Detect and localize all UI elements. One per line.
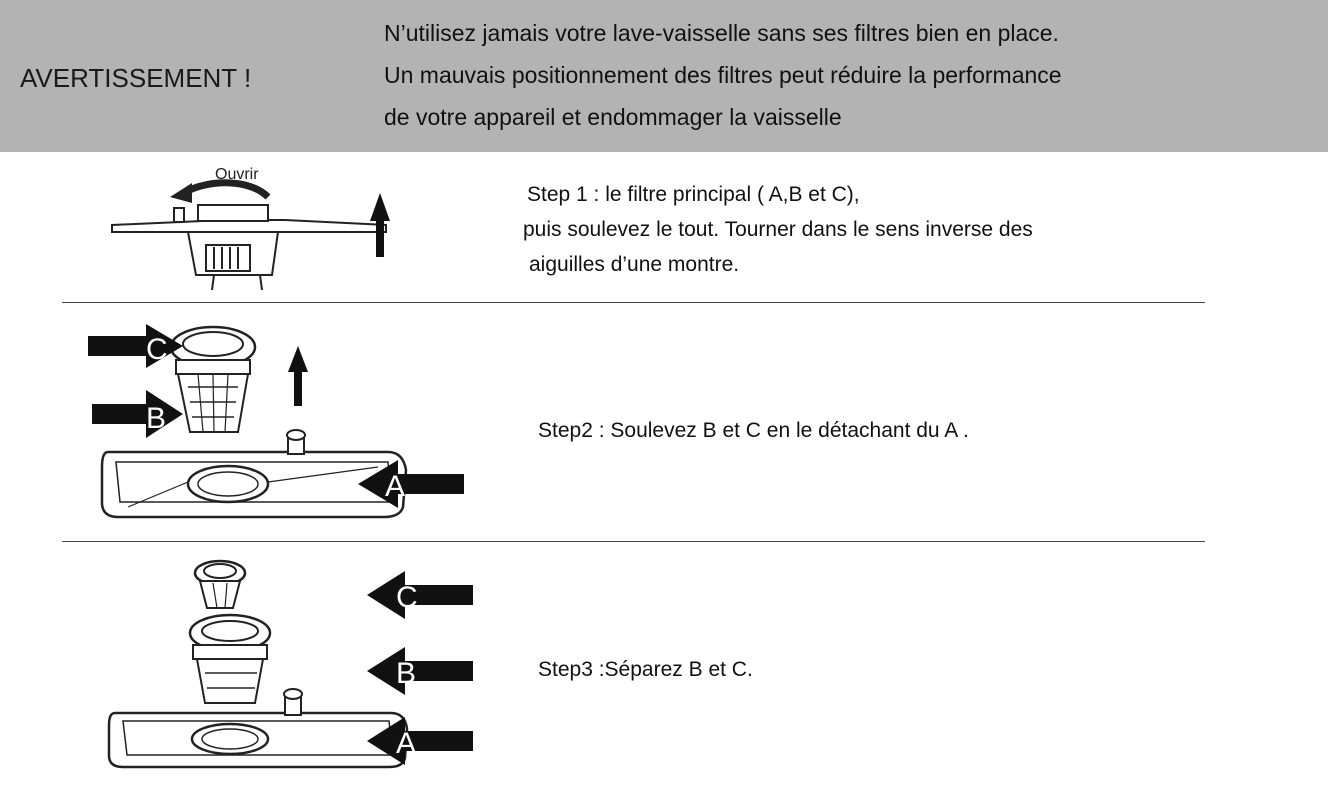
- arrow-c-icon: [367, 571, 473, 619]
- step1-illustration: [100, 165, 410, 300]
- step2-illustration: [88, 312, 478, 527]
- step1-line: aiguilles d’une montre.: [529, 253, 740, 276]
- warning-title: AVERTISSEMENT !: [20, 63, 252, 93]
- label-a: A: [385, 470, 406, 503]
- warning-text: [384, 12, 1062, 138]
- up-arrow-icon: [294, 368, 302, 406]
- arrow-b-icon: [367, 647, 473, 695]
- rotate-arrowhead-icon: [170, 183, 192, 203]
- step3-line: Step3 :Séparez B et C.: [538, 658, 753, 681]
- arrow-c-icon: [88, 324, 183, 368]
- step3-text: [538, 652, 753, 687]
- arrow-b-icon: [92, 390, 183, 438]
- warning-line: N’utilisez jamais votre lave-vaisselle sans ses filtres bien en place.: [384, 20, 1059, 46]
- step-divider: [62, 302, 1205, 303]
- step2-text: [538, 413, 969, 448]
- step-divider: [62, 541, 1205, 542]
- label-c: C: [146, 333, 168, 366]
- open-label: Ouvrir: [215, 166, 259, 183]
- step2-line: Step2 : Soulevez B et C en le détachant du A .: [538, 419, 969, 442]
- step1-line: Step 1 : le filtre principal ( A,B et C),: [527, 183, 860, 206]
- step1-text: [523, 177, 1033, 282]
- warning-line: Un mauvais positionnement des filtres peut réduire la performance: [384, 62, 1062, 88]
- warning-banner: [0, 0, 1328, 152]
- label-c: C: [396, 581, 418, 614]
- step1-line: puis soulevez le tout. Tourner dans le sens inverse des: [523, 218, 1033, 241]
- step3-illustration: [105, 553, 480, 773]
- warning-line: de votre appareil et endommager la vaisselle: [384, 104, 842, 130]
- label-a: A: [396, 727, 417, 760]
- label-b: B: [146, 402, 167, 435]
- rotate-arrow-icon: [185, 183, 268, 197]
- label-b: B: [396, 657, 417, 690]
- up-arrow-icon: [376, 217, 384, 257]
